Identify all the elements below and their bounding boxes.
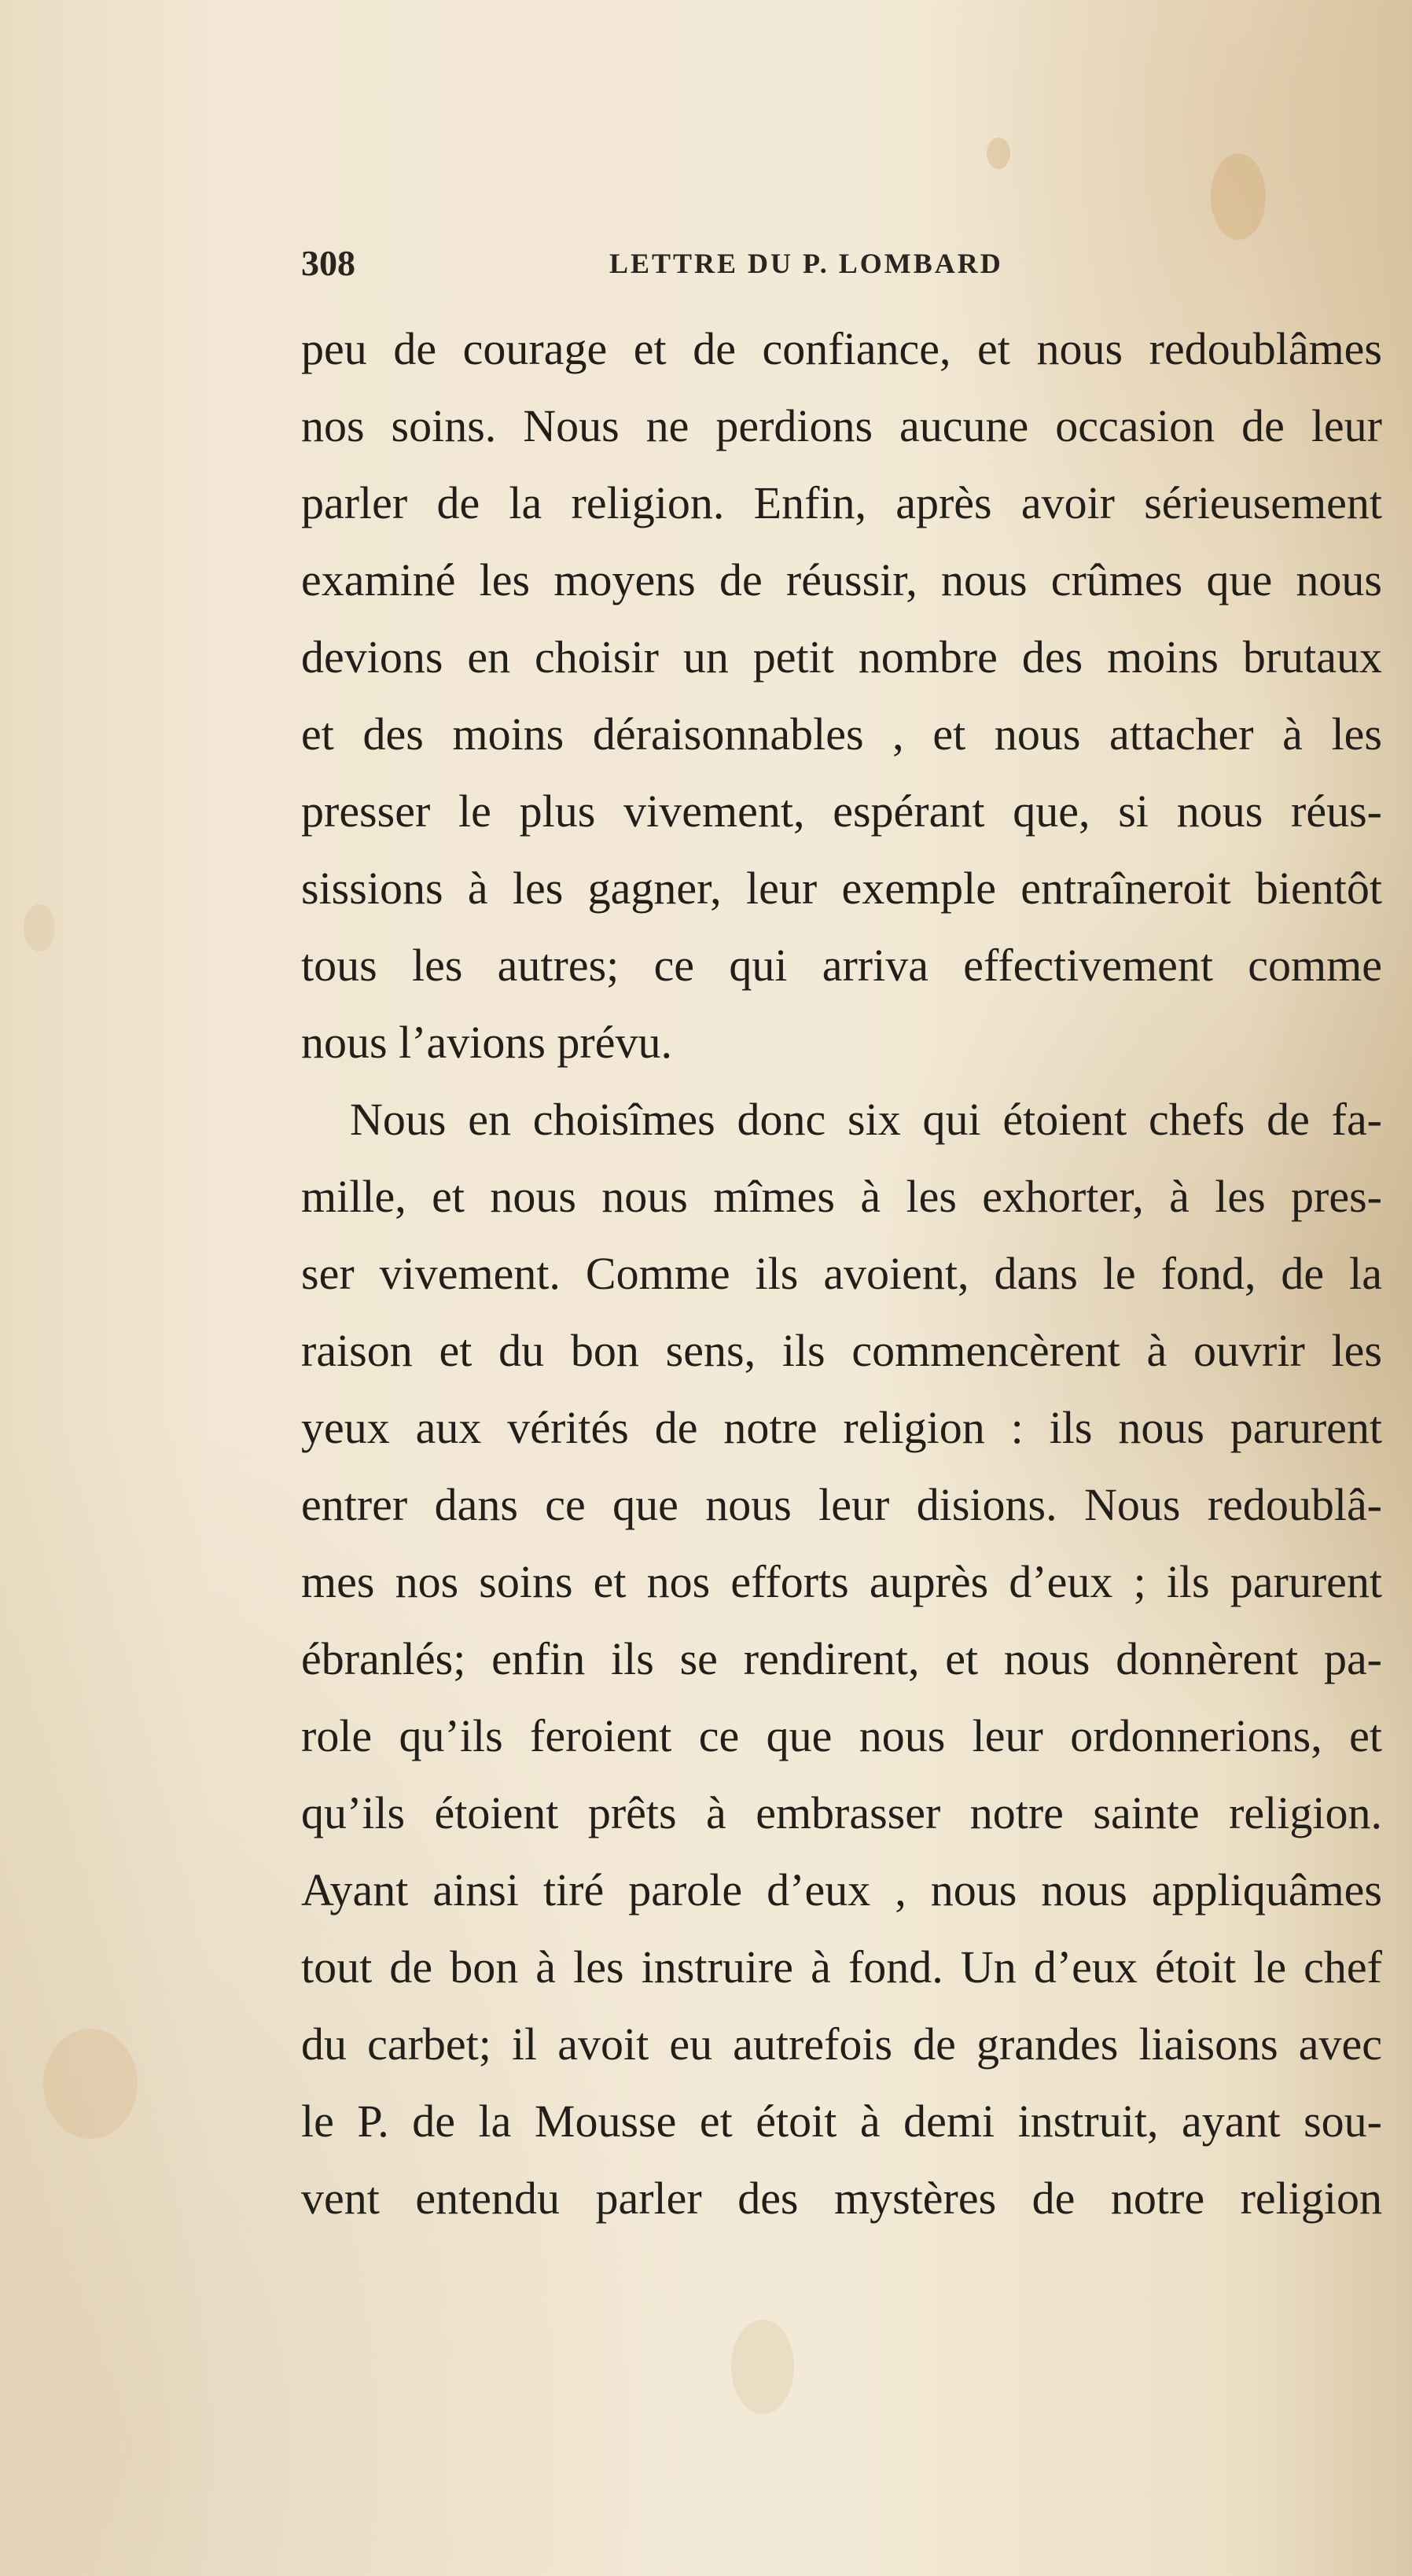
text-line: vent entendu parler des mystères de notre religion xyxy=(301,2173,1382,2224)
text-line: mes nos soins et nos efforts auprès d’eux ; ils parurent xyxy=(301,1556,1382,1607)
text-line: ser vivement. Comme ils avoient, dans le fond, de la xyxy=(301,1248,1382,1299)
text-line: entrer dans ce que nous leur disions. Nous redoublâ- xyxy=(301,1479,1382,1530)
paper-stain xyxy=(1211,153,1266,240)
text-line: qu’ils étoient prêts à embrasser notre sainte religion. xyxy=(301,1787,1382,1838)
text-line: examiné les moyens de réussir, nous crûmes que nous xyxy=(301,554,1382,605)
paper-stain xyxy=(731,2320,794,2414)
text-line: et des moins déraisonnables , et nous attacher à les xyxy=(301,708,1382,760)
text-line: nous l’avions prévu. xyxy=(301,1017,672,1068)
text-line: tous les autres; ce qui arriva effectivement comme xyxy=(301,940,1382,991)
text-line: Ayant ainsi tiré parole d’eux , nous nous appliquâmes xyxy=(301,1864,1382,1915)
text-line: tout de bon à les instruire à fond. Un d’eux étoit le chef xyxy=(301,1941,1382,1993)
text-line: parler de la religion. Enfin, après avoir sérieusement xyxy=(301,477,1382,528)
text-line: Nous en choisîmes donc six qui étoient chefs de fa- xyxy=(350,1094,1382,1145)
text-line: du carbet; il avoit eu autrefois de grandes liaisons avec xyxy=(301,2018,1382,2070)
text-line: le P. de la Mousse et étoit à demi instruit, ayant sou- xyxy=(301,2096,1382,2147)
page-number: 308 xyxy=(301,243,355,283)
text-line: nos soins. Nous ne perdions aucune occasion de leur xyxy=(301,400,1382,451)
text-line: ébranlés; enfin ils se rendirent, et nous donnèrent pa- xyxy=(301,1633,1382,1684)
text-line: yeux aux vérités de notre religion : ils nous parurent xyxy=(301,1402,1382,1453)
body-text xyxy=(301,311,1382,2237)
text-line: sissions à les gagner, leur exemple entraîneroit bientôt xyxy=(301,863,1382,914)
text-line: presser le plus vivement, espérant que, si nous réus- xyxy=(301,786,1382,837)
text-line: role qu’ils feroient ce que nous leur ordonnerions, et xyxy=(301,1710,1382,1761)
paragraph xyxy=(301,311,1382,1081)
paper-stain xyxy=(987,138,1010,169)
text-line: raison et du bon sens, ils commencèrent à ouvrir les xyxy=(301,1325,1382,1376)
paragraph xyxy=(301,1081,1382,2237)
text-line: peu de courage et de confiance, et nous redoublâmes xyxy=(301,323,1382,374)
text-line: mille, et nous nous mîmes à les exhorter, à les pres- xyxy=(301,1171,1382,1222)
page-header xyxy=(301,242,1355,289)
paper-stain xyxy=(43,2029,138,2139)
paper-stain xyxy=(24,904,55,951)
text-line: devions en choisir un petit nombre des moins brutaux xyxy=(301,631,1382,683)
running-head: LETTRE DU P. LOMBARD xyxy=(609,248,1003,279)
